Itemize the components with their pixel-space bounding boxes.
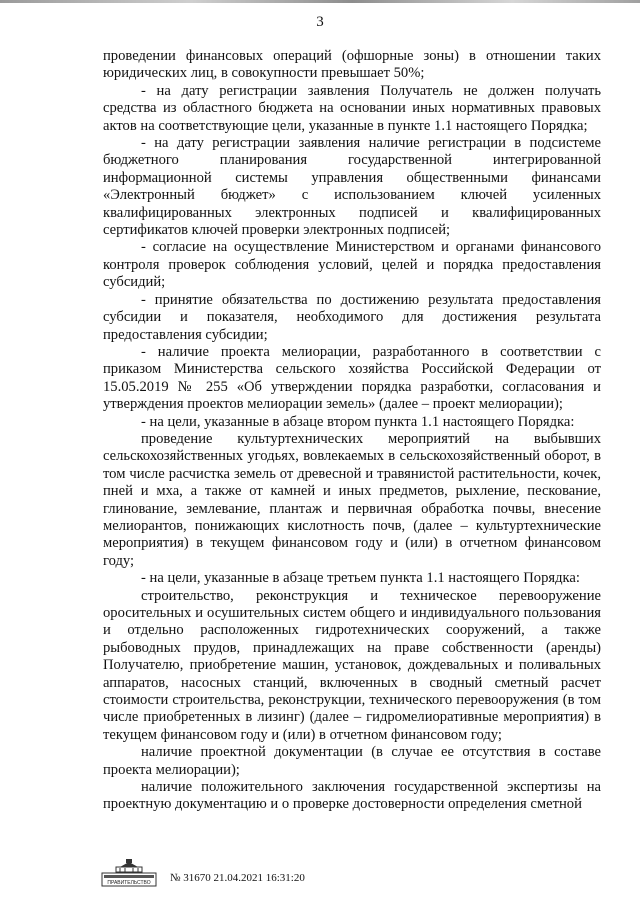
paragraph-6: - наличие проекта мелиорации, разработанного в соответствии с приказом Министерства сельского хозяйства Российской Федерации от 15.05.2019 № 255 «Об утверждении порядка разработки, согласования и утверждения проектов мелиорации земель» (далее – проект мелиорации); [103,343,601,413]
government-emblem-icon [100,858,158,888]
emblem-label: ПРАВИТЕЛЬСТВО [107,880,151,886]
paragraph-12: наличие положительного заключения государственной экспертизы на проектную документацию и о проверке достоверности определения сметной [103,779,601,813]
document-body [103,48,601,814]
paragraph-11: наличие проектной документации (в случае ее отсутствия в составе проекта мелиорации); [103,744,601,778]
paragraph-1: проведении финансовых операций (офшорные зоны) в отношении таких юридических лиц, в совокупности превышает 50%; [103,48,601,82]
paragraph-4: - согласие на осуществление Министерством и органами финансового контроля проверок соблюдения условий, целей и порядка предоставления субсидий; [103,239,601,291]
page-number: 3 [316,14,324,30]
footer [100,858,400,888]
paragraph-2: - на дату регистрации заявления Получатель не должен получать средства из областного бюджета на основании иных нормативных правовых актов на соответствующие цели, указанные в пункте 1.1 настоящего Порядка; [103,82,601,134]
document-registration-stamp: № 31670 21.04.2021 16:31:20 [170,872,305,884]
paragraph-7: - на цели, указанные в абзаце втором пункта 1.1 настоящего Порядка: [141,413,575,430]
paragraph-3: - на дату регистрации заявления наличие регистрации в подсистеме бюджетного планирования государственной интегрированной информационной системы управления общественными финансами «Электронный бюджет» с использованием ключей усиленных квалифицированных электронных подписей и квалифицированных сертификатов ключей проверки электронных подписей; [103,135,601,239]
scan-edge [0,0,640,3]
paragraph-9: - на цели, указанные в абзаце третьем пункта 1.1 настоящего Порядка: [141,570,580,587]
paragraph-5: - принятие обязательства по достижению результата предоставления субсидии и показателя, необходимого для достижения результата предоставления субсидии; [103,291,601,343]
paragraph-10: строительство, реконструкция и техническое перевооружение оросительных и осушительных систем общего и индивидуального пользования и отдельно расположенных гидротехнических сооружений, а также рыбоводных прудов, принадлежащих на праве собственности (аренды) Получателю, приобретение машин, установок, дождевальных и поливальных аппаратов, насосных станций, включенных в сводный сметный расчет стоимости строительства, реконструкции, технического перевооружения (в том числе приобретенных в лизинг) (далее – гидромелиоративные мероприятия) в текущем финансовом году и (или) в отчетном финансовом году; [103,587,601,743]
paragraph-8: проведение культуртехнических мероприятий на выбывших сельскохозяйственных угодьях, вовлекаемых в сельскохозяйственный оборот, в том числе расчистка земель от древесной и травянистой растительности, кочек, пней и мха, а также от камней и иных предметов, рыхление, пескование, глинование, землевание, плантаж и первичная обработка почвы, внесение мелиорантов, понижающих кислотность почв, (далее – культуртехнические мероприятия) в текущем финансовом году и (или) в отчетном финансовом году; [103,430,601,569]
